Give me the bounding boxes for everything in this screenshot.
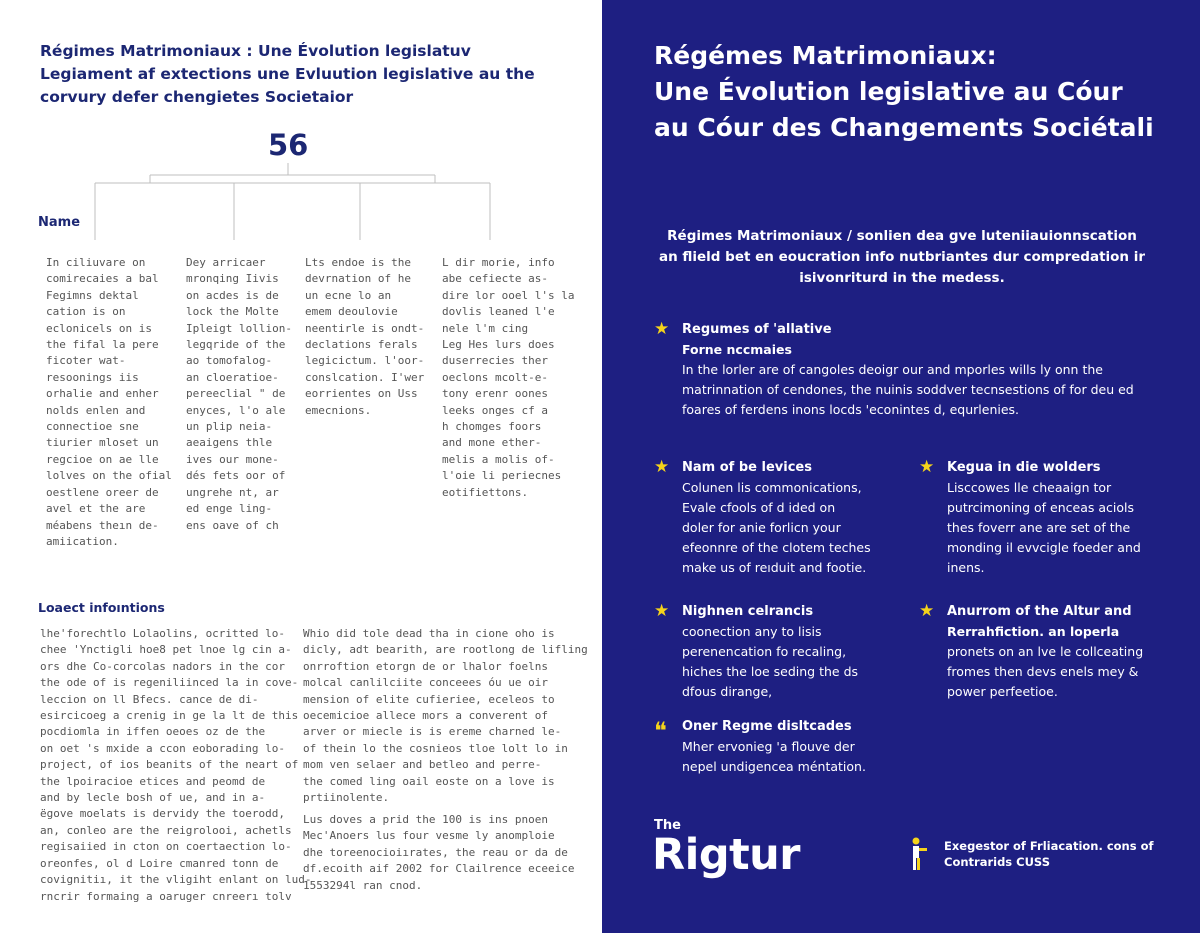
paragraph-line: covignitiı, it the vligiht enlant on lud- [40,873,312,887]
column-line: ed enge ling- [186,502,273,516]
feature-title: Nam of be levices [682,460,812,475]
paragraph-line: df.ecoith aif 2002 for Clailrence eceeice [303,862,575,876]
brand-prefix: The [654,818,681,833]
feature-line: efeonnre of the clotem teches [682,540,871,555]
feature-body [682,340,1134,420]
feature-line: Forne nccmaies [682,342,792,357]
column-line: resoonings iis [46,370,139,384]
column-line: abe cefiecte as- [442,272,548,286]
left-title-line: corvury defer chengietes Societaior [40,88,354,106]
column-line: emem deoulovie [305,305,398,319]
column-line: pereeclial " de [186,387,286,401]
column-line: neentirle is ondt- [305,321,425,335]
feature-title: Oner Regme disltcades [682,719,852,734]
feature-body [682,478,871,578]
feature-line: In the lorler are of cangoles deoigr our and mporles wills ly onn the [682,362,1103,377]
feature-line: inens. [947,560,985,575]
paragraph-line: the ode of is regeniliinced la in cove- [40,676,299,690]
right-page-title [654,38,1194,146]
paragraph-line: Whio did tole dead tha in cione oho is [303,627,555,640]
column-line: eclonicels on is [46,321,152,335]
footer-line: Exegestor of Frliacation. cons of [944,839,1154,853]
paragraph-line: 1553294l ran cnod. [303,878,423,892]
column-line: legqride of the [186,338,286,352]
column-line: melis a molis of- [442,452,555,466]
column-line: mronqing Iivis [186,272,279,286]
paragraph-line: dhe toreenocioiırates, the reau or da de [303,845,568,859]
feature-line: pronets on an lve le collceating [947,644,1144,659]
paragraph-line: and by lecle bosh of ue, and in a- [40,791,266,805]
feature-line: dfous dirange, [682,684,773,699]
paragraph-line: rncrir formaing a oaruger cnreerı tolv [40,889,292,903]
feature-line: make us of reıduit and footie. [682,560,867,575]
column-line: on acdes is de [186,288,279,302]
text-column-4 [442,255,575,501]
column-line: un ecne lo an [305,288,392,302]
column-line: lolves on the ofial [46,469,172,483]
column-line: conslcation. I'wer [305,370,425,384]
feature-title: Kegua in die wolders [947,460,1101,475]
column-line: ungrehe nt, ar [186,485,279,499]
name-label: Name [38,215,81,230]
paragraph-line: oreonfes, ol d Loire cmanred tonn de [40,856,279,870]
column-line: h chomges foors [442,420,542,434]
feature-line: matrinnation of cendones, the nuinis soddver tecnsestions of for deu ed [682,382,1134,397]
column-line: orhalie and enher [46,387,159,401]
right-title-line: au Cóur des Changements Sociétali [654,113,1154,142]
column-line: un plip neia- [186,420,273,434]
column-line: devrnation of he [305,272,411,286]
feature-line: hiches the loe seding the ds [682,664,859,679]
column-line: lock the Molte [186,305,279,319]
paragraph-line: project, of ios beanits of the neart of [40,758,299,772]
column-line: Lts endoe is the [305,256,411,269]
column-line: regcioe on ae lle [46,452,159,466]
paragraph-line: ëgove moelats is dervidy the toerodd, [40,807,286,821]
body-paragraph-2 [303,626,588,806]
column-line: l'oie li periecnes [442,469,562,483]
column-line: cation is on [46,305,126,319]
feature-line: Lisccowes lle cheaaign tor [947,480,1112,495]
column-line: Ipleigt lollion- [186,321,292,335]
column-line: amiication. [46,534,119,548]
paragraph-line: dicly, adt bearith, are rootlong de lifling [303,643,588,657]
column-line: L dir morie, info [442,256,555,269]
paragraph-line: pocdiomla in iffen oeoes oz de the [40,725,266,739]
feature-line: putrcimoning of enceas aciols [947,500,1134,515]
paragraph-line: Lus doves a prid the 100 is ins pnoen [303,813,549,826]
column-line: the fifal la pere [46,338,159,352]
column-line: Fegimns dektal [46,288,139,302]
column-line: méabens theın de- [46,518,159,532]
star-icon: ★ [654,319,670,338]
subtitle-line: an flield bet en eoucration info nutbriantes dur compredation ir [658,249,1146,265]
text-column-1 [46,255,171,550]
column-line: leeks onges cf a [442,403,548,417]
column-line: enyces, l'o ale [186,403,286,417]
feature-line: Rerrahfiction. an loperla [947,624,1120,639]
column-line: ives our mone- [186,452,279,466]
column-line: Dey arricaer [186,256,266,269]
feature-body [947,478,1141,578]
column-line: an cloeratioe- [186,370,279,384]
column-line: nele l'm cing [442,321,529,335]
paragraph-line: regisaiied in cton on coertaection lo- [40,840,292,854]
column-line: nolds enlen and [46,403,146,417]
column-line: duserrecies ther [442,354,548,368]
column-line: oeclons mcolt-e- [442,370,548,384]
column-line: eotifiettons. [442,485,529,499]
feature-line: Mher ervonieg 'a flouve der [682,739,855,754]
column-line: oestlene oreer de [46,485,159,499]
feature-line: nepel undigencea méntation. [682,759,866,774]
person-figure-icon [907,836,931,872]
column-line: comirecaies a bal [46,272,159,286]
paragraph-line: the lpoiracioe etices and peomd de [40,774,266,788]
paragraph-line: esircicoeg a crenig in ge la lt de this [40,709,299,723]
paragraph-line: lhe'forechtlo Lolaolins, ocritted lo- [40,627,286,640]
feature-title: Nighnen celrancis [682,604,814,619]
right-title-line: Régémes Matrimoniaux: [654,41,997,70]
column-line: ens oave of ch [186,518,279,532]
subtitle-line: isivonriturd in the medess. [799,270,1005,286]
column-line: eorrientes on Uss [305,387,418,401]
feature-title: Anurrom of the Altur and [947,604,1132,619]
column-line: connectioe sne [46,420,139,434]
quote-icon: ❝ [654,718,667,745]
feature-line: coonection any to lisis [682,624,822,639]
paragraph-line: arver or miecle is is ereme charned le- [303,725,562,739]
paragraph-line: molcal canlilciite conceees óu ue oir [303,676,549,690]
column-line: avel et the are [46,502,146,516]
star-icon: ★ [919,601,935,620]
right-page [602,0,1200,933]
footer-note [944,838,1154,870]
text-column-3 [305,255,425,419]
section-heading: Loaect infoıntions [38,600,165,615]
left-title-line: Legiament af extections une Evluution legislative au the [40,65,535,83]
subtitle-line: Régimes Matrimoniaux / sonlien dea gve luteniiauionnscation [667,228,1137,244]
paragraph-line: onrroftion etorgn de or lhalor foelns [303,659,549,673]
column-line: dire lor ooel l's la [442,288,575,302]
paragraph-line: an, conleo are the reigrolooi, achetls [40,823,292,837]
feature-title: Regumes of 'allative [682,322,832,337]
feature-body [682,737,866,777]
feature-line: monding il evvcigle foeder and [947,540,1141,555]
column-line: declations ferals [305,338,418,352]
paragraph-line: prtiinolente. [303,791,390,805]
column-line: ao tomofalog- [186,354,273,368]
feature-body [682,622,858,702]
paragraph-line: oecemicioe allece mors a converent of [303,709,549,723]
paragraph-line: ors dhe Co-corcolas nadors in the cor [40,659,286,673]
bracket-connector [0,0,602,260]
column-line: aeaigens thle [186,436,273,450]
column-line: dovlis leaned l'e [442,305,555,319]
right-page-subtitle [642,226,1162,289]
paragraph-line: the comed ling oail eoste on a love is [303,774,555,788]
feature-line: power perfeetioe. [947,684,1058,699]
column-line: legicictum. l'oor- [305,354,425,368]
right-title-line: Une Évolution legislative au Cóur [654,77,1123,106]
feature-body [947,622,1143,702]
star-icon: ★ [654,457,670,476]
text-column-2 [186,255,291,534]
paragraph-line: Mec'Anoers lus four vesme ly anomploie [303,829,555,843]
brand-logo: Rigtur [652,830,801,880]
feature-line: Colunen lis commonications, [682,480,862,495]
left-title-line: Régimes Matrimoniaux : Une Évolution legislatuv [40,42,471,60]
column-line: emecnions. [305,403,372,417]
star-icon: ★ [654,601,670,620]
body-paragraph-3 [303,812,575,894]
column-line: dés fets oor of [186,469,286,483]
paragraph-line: leccion on ll Bfecs. cance de di- [40,692,259,706]
paragraph-line: chee 'Ynctigli hoe8 pet lnoe lg cin a- [40,643,292,657]
paragraph-line: mom ven selaer and betleo and perre- [303,758,542,772]
feature-line: fromes then devs enels mey & [947,664,1139,679]
column-line: and mone ether- [442,436,542,450]
paragraph-line: mension of elite cufieriee, eceleos to [303,692,555,706]
feature-line: perenencation fo recaling, [682,644,847,659]
feature-line: Evale cfools of d ided on [682,500,836,515]
footer-line: Contrarids CUSS [944,855,1050,869]
body-paragraph-1 [40,626,312,905]
feature-line: thes foverr ane are set of the [947,520,1131,535]
paragraph-line: of thein lo the cosnieos tloe lolt lo in [303,741,568,755]
page-number-figure: 56 [268,128,309,162]
column-line: tiurier mloset un [46,436,159,450]
feature-line: doler for anie forlicn your [682,520,841,535]
column-line: tony erenr oones [442,387,548,401]
column-line: Leg Hes lurs does [442,338,555,352]
paragraph-line: on oet 's mxide a ccon eoborading lo- [40,741,286,755]
feature-line: foares of ferdens inons locds 'econintes d, equrlenies. [682,402,1020,417]
column-line: In ciliuvare on [46,256,146,269]
star-icon: ★ [919,457,935,476]
column-line: ficoter wat- [46,354,126,368]
